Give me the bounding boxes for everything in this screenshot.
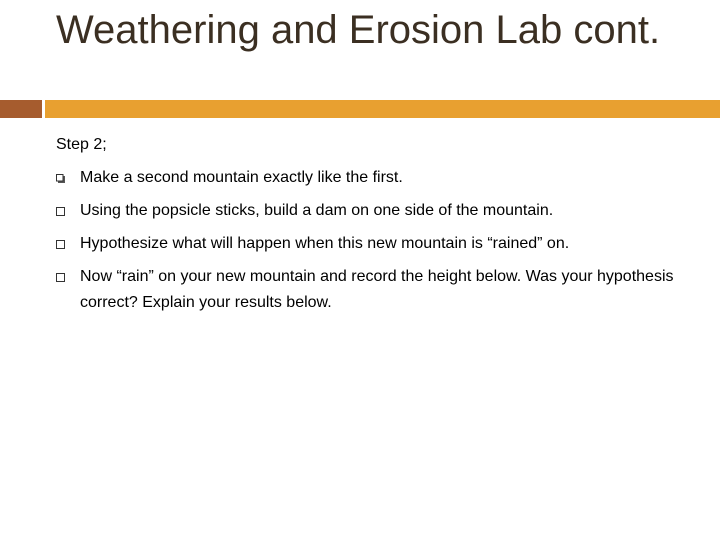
- bullet-text: Make a second mountain exactly like the first.: [80, 169, 403, 186]
- bullet-item: [56, 165, 696, 191]
- title-accent-bar-right: [45, 100, 720, 118]
- shadowed-square-bullet-icon: [56, 174, 65, 183]
- bullet-item: [56, 264, 696, 316]
- square-bullet-icon: [56, 240, 65, 249]
- title-accent-bar-left: [0, 100, 42, 118]
- bullet-text: Now “rain” on your new mountain and record the height below. Was your hypothesis correct? Explain your results below.: [80, 268, 674, 311]
- bullet-item: [56, 231, 696, 257]
- slide-content: [56, 132, 696, 323]
- slide-title: Weathering and Erosion Lab cont.: [56, 8, 661, 52]
- square-bullet-icon: [56, 273, 65, 282]
- step-label: Step 2;: [56, 136, 107, 153]
- bullet-text: Using the popsicle sticks, build a dam on one side of the mountain.: [80, 202, 554, 219]
- bullet-list: [56, 165, 696, 316]
- bullet-text: Hypothesize what will happen when this new mountain is “rained” on.: [80, 235, 570, 252]
- square-bullet-icon: [56, 207, 65, 216]
- bullet-item: [56, 198, 696, 224]
